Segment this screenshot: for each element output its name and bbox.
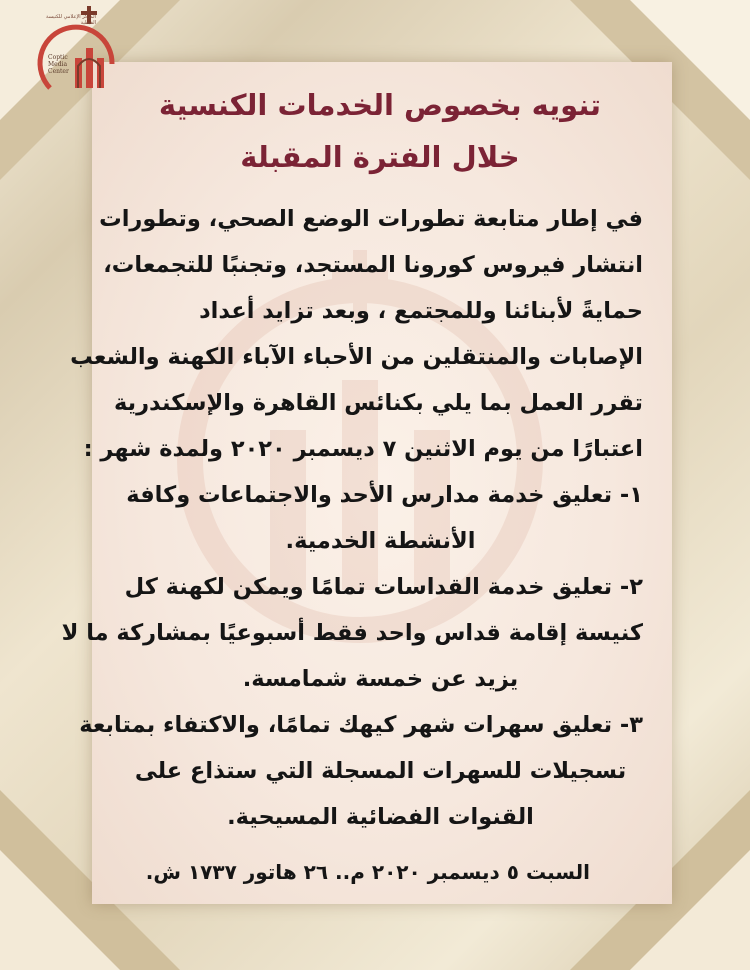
body-line: الإصابات والمنتقلين من الأحباء الآباء الكهنة والشعب xyxy=(70,344,643,370)
notice-title-line-1: تنويه بخصوص الخدمات الكنسية xyxy=(158,88,602,122)
body-line: ١- تعليق خدمة مدارس الأحد والاجتماعات وكافة xyxy=(126,482,643,508)
body-line: انتشار فيروس كورونا المستجد، وتجنبًا للتجمعات، xyxy=(103,252,643,278)
body-line: في إطار متابعة تطورات الوضع الصحي، وتطورات xyxy=(99,206,643,232)
coptic-media-center-logo xyxy=(20,4,118,96)
body-line: تسجيلات للسهرات المسجلة التي ستذاع على xyxy=(134,758,627,784)
logo-arabic-text: المركز الإعلامي للكنيسة القبطية xyxy=(45,14,96,26)
body-line: الأنشطة الخدمية. xyxy=(285,528,476,554)
body-line: ٢- تعليق خدمة القداسات تمامًا ويمكن لكهنة كل xyxy=(124,574,643,600)
body-line: حمايةً لأبنائنا وللمجتمع ، وبعد تزايد أعداد xyxy=(199,298,643,324)
logo-english-text: Coptic Media Center xyxy=(48,54,69,75)
body-line: كنيسة إقامة قداس واحد فقط أسبوعيًا بمشاركة ما لا xyxy=(61,620,643,646)
body-line: تقرر العمل بما يلي بكنائس القاهرة والإسكندرية xyxy=(114,390,643,416)
body-line: القنوات الفضائية المسيحية. xyxy=(227,804,534,830)
notice-title-line-2: خلال الفترة المقبلة xyxy=(240,140,520,174)
body-line: اعتبارًا من يوم الاثنين ٧ ديسمبر ٢٠٢٠ ولمدة شهر : xyxy=(83,436,643,462)
notice-body xyxy=(61,196,643,840)
body-line: يزيد عن خمسة شمامسة. xyxy=(242,666,519,692)
body-line: ٣- تعليق سهرات شهر كيهك تمامًا، والاكتفاء بمتابعة xyxy=(79,712,643,738)
notice-date: السبت ٥ ديسمبر ٢٠٢٠ م.. ٢٦ هاتور ١٧٣٧ ش. xyxy=(145,860,590,884)
